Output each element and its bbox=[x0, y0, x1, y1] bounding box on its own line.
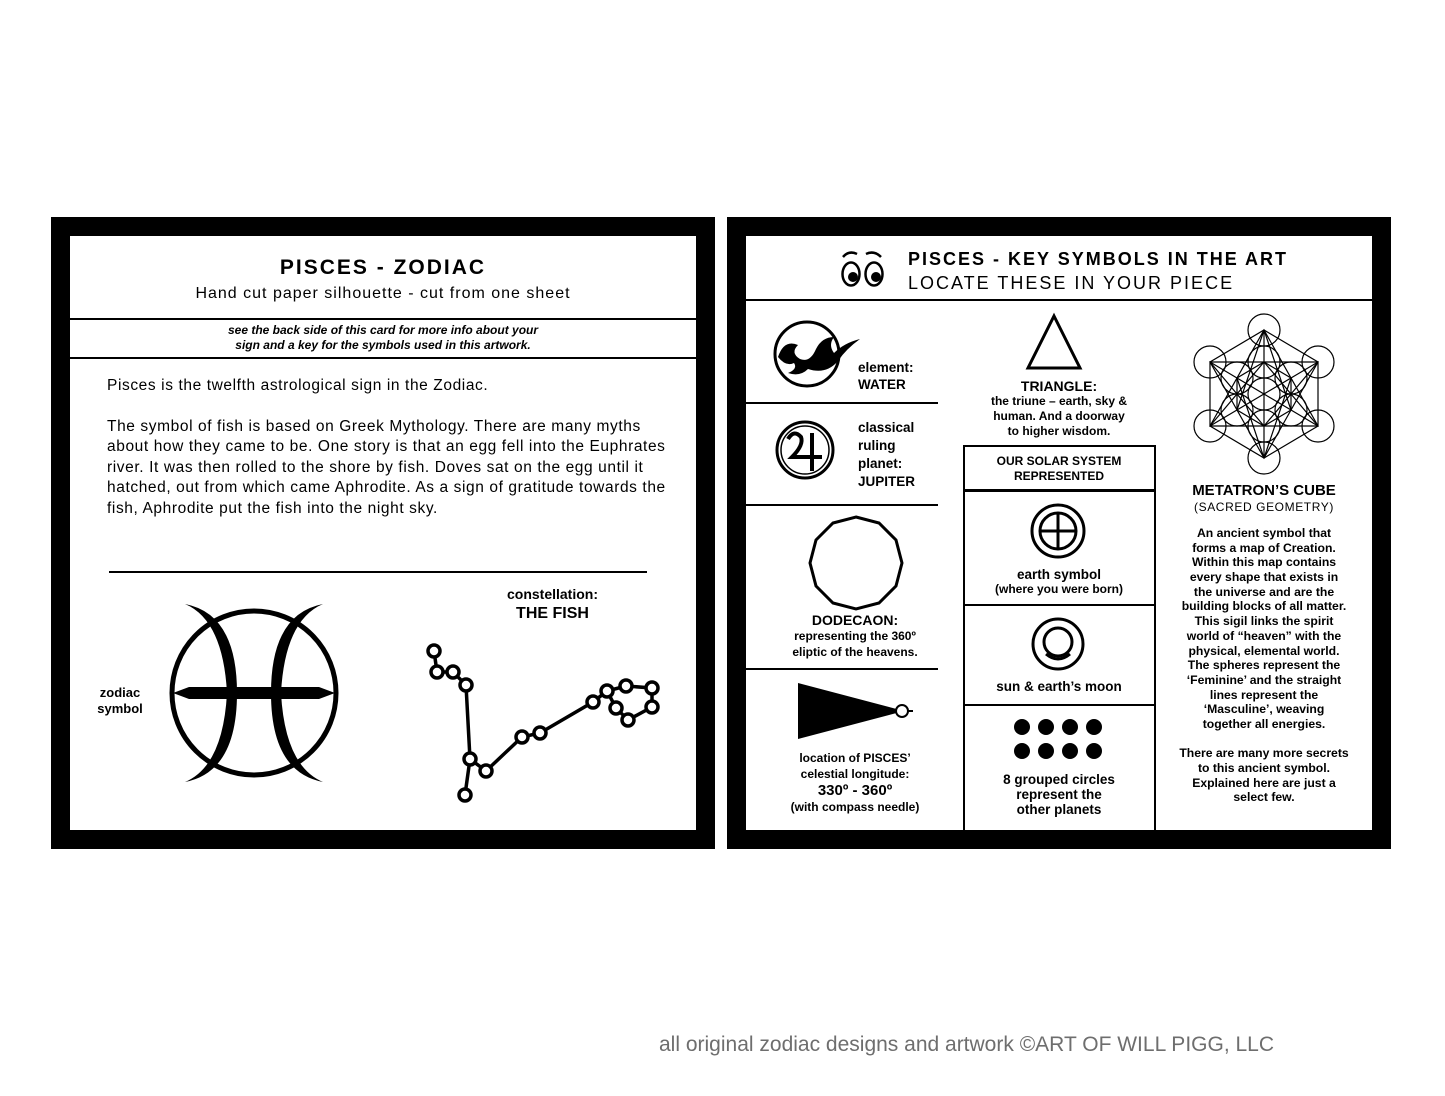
divider bbox=[963, 704, 1156, 706]
longitude-label: celestial longitude: bbox=[800, 767, 910, 781]
metatron-description bbox=[1156, 526, 1372, 805]
divider bbox=[963, 445, 1156, 447]
divider bbox=[746, 402, 938, 404]
earth-symbol-title: earth symbol bbox=[1016, 567, 1102, 582]
metatron-desc-line: There are many more secrets bbox=[1179, 746, 1349, 761]
solar-system-header: REPRESENTED bbox=[1013, 469, 1105, 483]
metatron-desc-line: select few. bbox=[1233, 790, 1295, 805]
dodecagon-title: DODECAON: bbox=[811, 612, 899, 628]
metatron-desc-line: ‘Feminine’ and the straight bbox=[1186, 672, 1342, 687]
planet-label: ruling bbox=[858, 438, 896, 453]
metatron-desc-line: This sigil links the spirit bbox=[1194, 614, 1334, 629]
divider bbox=[109, 571, 647, 573]
triangle-title: TRIANGLE: bbox=[1020, 378, 1098, 394]
key-symbols-card bbox=[727, 217, 1391, 849]
triangle-icon bbox=[1024, 312, 1084, 372]
metatron-desc-line: Explained here are just a bbox=[1192, 775, 1336, 790]
pisces-zodiac-icon bbox=[165, 596, 355, 788]
divider bbox=[70, 318, 696, 320]
metatron-desc-line: together all energies. bbox=[1202, 716, 1326, 731]
planets-desc: 8 grouped circles bbox=[1003, 772, 1115, 787]
dodecagon-desc: representing the 360º bbox=[794, 629, 916, 643]
key-symbols-card-panel bbox=[746, 236, 1372, 830]
back-side-note-line1: see the back side of this card for more info about your bbox=[227, 323, 539, 337]
metatron-desc-line: The spheres represent the bbox=[1187, 658, 1341, 673]
divider bbox=[963, 489, 1156, 492]
metatron-desc-line: forms a map of Creation. bbox=[1192, 540, 1336, 555]
zodiac-card-front-panel bbox=[70, 236, 696, 830]
earth-symbol-icon bbox=[1028, 501, 1088, 561]
earth-symbol-note: (where you were born) bbox=[994, 582, 1124, 596]
body-paragraph: The symbol of fish is based on Greek Mythology. There are many myths about how they came to be. One story is that an egg fell into the Euphrates river. It was then rolled to the shore by fish. Doves sat on the egg until it hatched, out from which came Aphrodite. As a sign of gratitude towards the fish, Aphrodite put the fish into the night sky. bbox=[107, 417, 666, 517]
metatron-desc-line: the universe and are the bbox=[1193, 584, 1335, 599]
triangle-desc: the triune – earth, sky & bbox=[990, 394, 1128, 408]
metatron-desc-line bbox=[1156, 732, 1372, 747]
zodiac-symbol-label: symbol bbox=[97, 701, 143, 716]
card-subtitle: Hand cut paper silhouette - cut from one sheet bbox=[195, 285, 571, 302]
element-label: element: bbox=[858, 360, 914, 375]
card-title: PISCES - KEY SYMBOLS IN THE ART bbox=[908, 249, 1289, 269]
compass-needle-icon bbox=[796, 681, 916, 743]
triangle-desc: human. And a doorway bbox=[993, 409, 1125, 423]
metatron-desc-line: to this ancient symbol. bbox=[1197, 761, 1331, 775]
longitude-value: 330º - 360º bbox=[817, 782, 893, 799]
card-body-text bbox=[107, 376, 667, 539]
sun-moon-icon bbox=[1030, 616, 1086, 672]
pisces-constellation-icon bbox=[415, 631, 675, 811]
metatron-title: METATRON’S CUBE bbox=[1192, 482, 1336, 499]
constellation-name: THE FISH bbox=[516, 605, 589, 622]
element-value: WATER bbox=[858, 377, 906, 392]
water-element-icon bbox=[772, 319, 862, 389]
metatron-desc-line: Within this map contains bbox=[1191, 555, 1337, 570]
metatron-desc-line: An ancient symbol that bbox=[1196, 526, 1332, 540]
constellation-label: constellation: bbox=[506, 586, 598, 602]
zodiac-symbol-label: zodiac bbox=[99, 685, 141, 700]
planet-label: planet: bbox=[858, 456, 903, 471]
metatron-desc-line: lines represent the bbox=[1209, 687, 1319, 702]
card-title: PISCES - ZODIAC bbox=[279, 256, 487, 279]
planets-desc: represent the bbox=[1016, 787, 1102, 802]
metatron-desc-line: ‘Masculine’, weaving bbox=[1203, 702, 1325, 717]
longitude-note: (with compass needle) bbox=[790, 800, 920, 814]
triangle-desc: to higher wisdom. bbox=[1007, 424, 1111, 438]
sun-moon-label: sun & earth’s moon bbox=[996, 679, 1122, 694]
longitude-label: location of PISCES’ bbox=[799, 751, 911, 765]
planet-value: JUPITER bbox=[858, 474, 916, 489]
divider bbox=[963, 604, 1156, 606]
metatron-desc-line: world of “heaven” with the bbox=[1186, 628, 1342, 643]
metatrons-cube-icon bbox=[1192, 312, 1336, 476]
body-paragraph: Pisces is the twelfth astrological sign in the Zodiac. bbox=[107, 377, 489, 394]
zodiac-card-front bbox=[51, 217, 715, 849]
jupiter-icon bbox=[774, 419, 836, 481]
divider bbox=[70, 357, 696, 359]
back-side-note-line2: sign and a key for the symbols used in this artwork. bbox=[235, 338, 531, 352]
planets-desc: other planets bbox=[1016, 802, 1102, 817]
metatron-subtitle: (SACRED GEOMETRY) bbox=[1194, 500, 1334, 514]
metatron-desc-line: physical, elemental world. bbox=[1188, 643, 1340, 658]
divider bbox=[746, 299, 1372, 301]
metatron-desc-line: every shape that exists in bbox=[1189, 570, 1339, 585]
planets-circles-icon bbox=[1010, 714, 1110, 764]
dodecagon-desc: eliptic of the heavens. bbox=[792, 645, 918, 659]
solar-system-header: OUR SOLAR SYSTEM bbox=[996, 454, 1122, 468]
eyes-icon bbox=[840, 248, 886, 288]
dodecagon-icon bbox=[805, 512, 907, 614]
card-subtitle: LOCATE THESE IN YOUR PIECE bbox=[908, 273, 1235, 293]
copyright-footer: all original zodiac designs and artwork ©ART OF WILL PIGG, LLC bbox=[659, 1033, 1275, 1056]
divider bbox=[746, 504, 938, 506]
planet-label: classical bbox=[858, 420, 915, 435]
metatron-desc-line: building blocks of all matter. bbox=[1181, 599, 1347, 614]
divider bbox=[746, 668, 938, 670]
